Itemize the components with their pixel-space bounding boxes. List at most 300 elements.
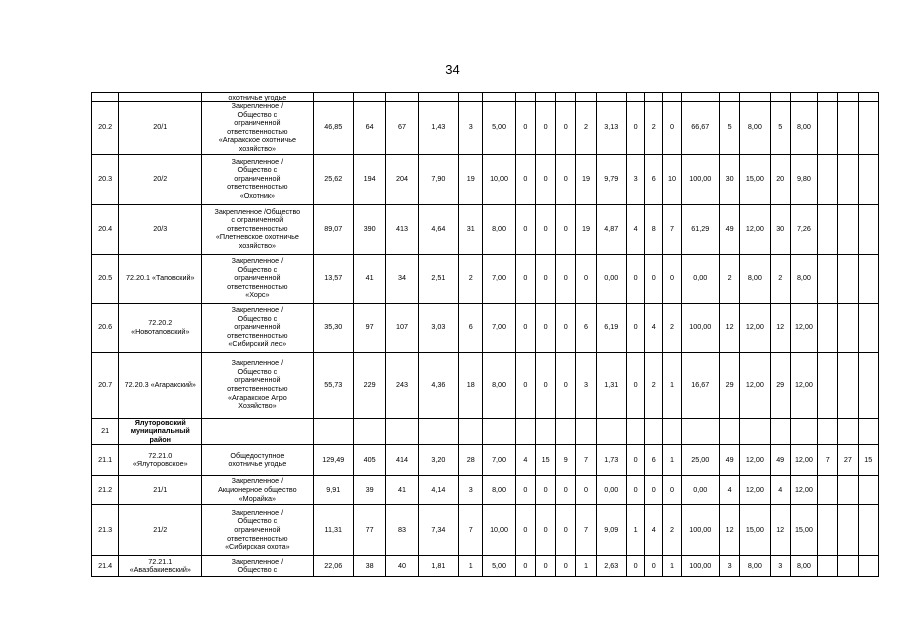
category-cell bbox=[202, 352, 313, 418]
table-cell: 0 bbox=[515, 254, 535, 303]
table-cell: 0 bbox=[515, 505, 535, 556]
table-cell: 67 bbox=[386, 102, 418, 155]
category-line: ответственностью bbox=[227, 330, 288, 340]
table-cell: 0,00 bbox=[681, 254, 719, 303]
table-cell: 3 bbox=[576, 352, 596, 418]
table-cell bbox=[790, 418, 817, 445]
table-cell: 30 bbox=[770, 204, 790, 254]
table-row-fragment bbox=[92, 93, 879, 102]
table-cell: 3,20 bbox=[418, 445, 458, 476]
table-cell: 15 bbox=[858, 445, 878, 476]
table-cell: 0 bbox=[535, 254, 555, 303]
table-cell bbox=[770, 418, 790, 445]
category-line: хозяйство» bbox=[238, 143, 276, 153]
table-cell: 4 bbox=[770, 476, 790, 505]
table-cell: 30 bbox=[720, 154, 740, 204]
category-line: Общество с bbox=[237, 264, 278, 274]
table-cell bbox=[535, 418, 555, 445]
category-line: Закрепленное / bbox=[231, 256, 284, 266]
table-cell: 0 bbox=[515, 556, 535, 577]
table-cell bbox=[353, 418, 385, 445]
table-cell: 21.3 bbox=[92, 505, 119, 556]
category-line: хозяйство» bbox=[238, 240, 276, 250]
table-cell: 20/2 bbox=[119, 154, 202, 204]
table-cell: 8,00 bbox=[483, 476, 515, 505]
table-row bbox=[92, 418, 879, 445]
table-cell bbox=[858, 352, 878, 418]
table-cell: 16,67 bbox=[681, 352, 719, 418]
table-cell: 0 bbox=[556, 352, 576, 418]
table-cell: 0 bbox=[626, 476, 644, 505]
table-cell: 15 bbox=[535, 445, 555, 476]
table-cell bbox=[770, 93, 790, 102]
table-cell bbox=[838, 303, 858, 352]
table-cell: 3,13 bbox=[596, 102, 626, 155]
table-cell: 6 bbox=[576, 303, 596, 352]
table-body bbox=[92, 93, 879, 577]
table-cell: 7,00 bbox=[483, 254, 515, 303]
table-cell: 2 bbox=[576, 102, 596, 155]
category-line: ограниченной bbox=[234, 322, 281, 332]
table-cell: 2 bbox=[663, 505, 681, 556]
table-cell: 64 bbox=[353, 102, 385, 155]
category-line: Закрепленное / bbox=[231, 507, 284, 517]
table-cell: 0 bbox=[556, 254, 576, 303]
table-cell: 28 bbox=[459, 445, 483, 476]
table-cell: 5 bbox=[770, 102, 790, 155]
table-cell bbox=[596, 418, 626, 445]
table-cell bbox=[596, 93, 626, 102]
category-line: охотничье угодье bbox=[228, 459, 287, 469]
category-line: Закрепленное / bbox=[231, 556, 284, 566]
table-cell: 22,06 bbox=[313, 556, 353, 577]
table-cell: 0 bbox=[535, 505, 555, 556]
table-row bbox=[92, 303, 879, 352]
table-cell: 0 bbox=[663, 476, 681, 505]
table-cell bbox=[858, 418, 878, 445]
table-cell bbox=[838, 476, 858, 505]
table-cell: 49 bbox=[770, 445, 790, 476]
table-cell: 11,31 bbox=[313, 505, 353, 556]
category-line: Общество с bbox=[237, 313, 278, 323]
table-cell: 46,85 bbox=[313, 102, 353, 155]
table-cell: 0 bbox=[626, 556, 644, 577]
table-row bbox=[92, 476, 879, 505]
table-cell: 0,00 bbox=[681, 476, 719, 505]
table-cell: 72.20.1 «Таповский» bbox=[119, 254, 202, 303]
table-cell: 414 bbox=[386, 445, 418, 476]
table-cell bbox=[818, 204, 838, 254]
category-line: Закрепленное / bbox=[231, 476, 284, 486]
table-cell: 0 bbox=[515, 102, 535, 155]
table-cell: 21.2 bbox=[92, 476, 119, 505]
table-cell: 0 bbox=[535, 102, 555, 155]
table-cell: 0 bbox=[626, 303, 644, 352]
table-cell: 1 bbox=[663, 556, 681, 577]
table-cell: 229 bbox=[353, 352, 385, 418]
table-cell: 35,30 bbox=[313, 303, 353, 352]
table-cell: 2,51 bbox=[418, 254, 458, 303]
table-cell: 12,00 bbox=[740, 204, 770, 254]
table-cell: 2 bbox=[459, 254, 483, 303]
table-cell: 8 bbox=[645, 204, 663, 254]
category-line: ограниченной bbox=[234, 273, 281, 283]
table-cell bbox=[858, 102, 878, 155]
table-cell: 40 bbox=[386, 556, 418, 577]
table-row bbox=[92, 102, 879, 155]
table-cell bbox=[681, 93, 719, 102]
table-cell: 7 bbox=[459, 505, 483, 556]
table-cell bbox=[818, 556, 838, 577]
table-cell: 4,36 bbox=[418, 352, 458, 418]
table-cell: 0 bbox=[556, 505, 576, 556]
table-cell: 49 bbox=[720, 445, 740, 476]
table-cell bbox=[818, 254, 838, 303]
table-cell: 55,73 bbox=[313, 352, 353, 418]
table-cell: 27 bbox=[838, 445, 858, 476]
category-line: ограниченной bbox=[234, 375, 281, 385]
table-cell: 4,87 bbox=[596, 204, 626, 254]
category-cell bbox=[202, 254, 313, 303]
table-cell bbox=[858, 154, 878, 204]
table-cell bbox=[838, 505, 858, 556]
table-cell: 390 bbox=[353, 204, 385, 254]
table-cell bbox=[663, 93, 681, 102]
category-line: ответственностью bbox=[227, 223, 288, 233]
table-cell: 8,00 bbox=[740, 102, 770, 155]
table-cell: 7,26 bbox=[790, 204, 817, 254]
table-cell bbox=[858, 556, 878, 577]
table-cell: 3 bbox=[626, 154, 644, 204]
table-cell: 2 bbox=[663, 303, 681, 352]
table-cell: 18 bbox=[459, 352, 483, 418]
table-cell: 0 bbox=[515, 154, 535, 204]
table-cell bbox=[92, 93, 119, 102]
category-line: ответственностью bbox=[227, 182, 288, 192]
table-cell bbox=[556, 93, 576, 102]
table-cell: 0,00 bbox=[596, 476, 626, 505]
table-cell: 0 bbox=[556, 204, 576, 254]
category-cell bbox=[202, 556, 313, 577]
table-cell: 1,43 bbox=[418, 102, 458, 155]
table-cell: 97 bbox=[353, 303, 385, 352]
table-cell bbox=[386, 93, 418, 102]
table-cell: 21/1 bbox=[119, 476, 202, 505]
table-cell: 8,00 bbox=[483, 204, 515, 254]
category-cell bbox=[202, 476, 313, 505]
table-cell: 3 bbox=[720, 556, 740, 577]
category-line: «Агаракское охотничье bbox=[218, 135, 297, 145]
table-cell: 2 bbox=[720, 254, 740, 303]
table-cell: охотничье угодье bbox=[202, 93, 313, 102]
table-cell: 1 bbox=[459, 556, 483, 577]
data-table bbox=[91, 92, 879, 577]
category-cell bbox=[202, 505, 313, 556]
table-cell: 20 bbox=[770, 154, 790, 204]
table-cell: 0 bbox=[626, 352, 644, 418]
category-cell bbox=[202, 445, 313, 476]
table-cell: 9,91 bbox=[313, 476, 353, 505]
table-cell: 7,00 bbox=[483, 303, 515, 352]
category-line: Общедоступное bbox=[230, 450, 285, 460]
category-cell bbox=[202, 102, 313, 155]
table-cell bbox=[858, 254, 878, 303]
table-cell: 72.21.0 «Ялуторовское» bbox=[119, 445, 202, 476]
table-cell: 8,00 bbox=[740, 254, 770, 303]
table-cell: 38 bbox=[353, 556, 385, 577]
table-cell: 7 bbox=[576, 505, 596, 556]
category-line: с ограниченной bbox=[231, 215, 284, 225]
category-line: Хозяйство» bbox=[238, 401, 277, 411]
table-cell: 21.1 bbox=[92, 445, 119, 476]
category-line: Закрепленное /Общество bbox=[214, 206, 301, 216]
table-cell: 100,00 bbox=[681, 556, 719, 577]
table-cell: 13,57 bbox=[313, 254, 353, 303]
table-cell: 4 bbox=[720, 476, 740, 505]
table-cell: 21/2 bbox=[119, 505, 202, 556]
table-cell bbox=[858, 476, 878, 505]
category-line: Закрепленное / bbox=[231, 305, 284, 315]
table-cell: 0 bbox=[556, 303, 576, 352]
category-line: ответственностью bbox=[227, 384, 288, 394]
table-cell bbox=[858, 204, 878, 254]
table-cell: 100,00 bbox=[681, 154, 719, 204]
table-cell: 0 bbox=[515, 204, 535, 254]
table-cell: Ялуторовский муниципальный район bbox=[119, 418, 202, 445]
table-cell: 2 bbox=[645, 352, 663, 418]
table-cell: 72.20.2 «Новотаповский» bbox=[119, 303, 202, 352]
table-cell: 12,00 bbox=[740, 352, 770, 418]
table-cell: 4,14 bbox=[418, 476, 458, 505]
table-cell bbox=[483, 93, 515, 102]
table-cell bbox=[838, 352, 858, 418]
table-cell bbox=[515, 93, 535, 102]
table-cell: 34 bbox=[386, 254, 418, 303]
table-cell: 7,90 bbox=[418, 154, 458, 204]
table-cell: 129,49 bbox=[313, 445, 353, 476]
table-cell bbox=[838, 418, 858, 445]
table-cell bbox=[838, 556, 858, 577]
table-cell bbox=[576, 418, 596, 445]
table-row bbox=[92, 352, 879, 418]
table-cell: 39 bbox=[353, 476, 385, 505]
category-line: «Охотник» bbox=[239, 190, 275, 200]
table-cell bbox=[418, 418, 458, 445]
category-line: «Сибирский лес» bbox=[228, 339, 287, 349]
category-line: «Плетневское охотничье bbox=[215, 232, 299, 242]
table-cell: 20.4 bbox=[92, 204, 119, 254]
table-cell: 61,29 bbox=[681, 204, 719, 254]
category-line: ограниченной bbox=[234, 173, 281, 183]
table-cell bbox=[386, 418, 418, 445]
table-cell: 4 bbox=[645, 505, 663, 556]
table-row bbox=[92, 556, 879, 577]
table-cell: 6 bbox=[645, 154, 663, 204]
table-cell bbox=[119, 93, 202, 102]
category-line: Общество с bbox=[237, 565, 278, 575]
category-line: «Сибирская охота» bbox=[225, 542, 290, 552]
table-cell bbox=[483, 418, 515, 445]
table-cell: 41 bbox=[353, 254, 385, 303]
table-cell bbox=[681, 418, 719, 445]
table-cell: 1 bbox=[576, 556, 596, 577]
table-cell: 7,34 bbox=[418, 505, 458, 556]
table-cell: 413 bbox=[386, 204, 418, 254]
table-cell: 3 bbox=[770, 556, 790, 577]
table-cell: 100,00 bbox=[681, 505, 719, 556]
category-line: Закрепленное / bbox=[231, 358, 284, 368]
table-cell: 0 bbox=[645, 556, 663, 577]
table-cell bbox=[576, 93, 596, 102]
table-cell: 8,00 bbox=[740, 556, 770, 577]
table-cell: 8,00 bbox=[483, 352, 515, 418]
table-cell: 29 bbox=[720, 352, 740, 418]
table-cell: 12,00 bbox=[790, 445, 817, 476]
table-cell: 0 bbox=[626, 254, 644, 303]
table-cell: 89,07 bbox=[313, 204, 353, 254]
table-cell: 9,09 bbox=[596, 505, 626, 556]
table-cell: 20/1 bbox=[119, 102, 202, 155]
table-cell: 10,00 bbox=[483, 505, 515, 556]
table-cell: 5,00 bbox=[483, 102, 515, 155]
table-cell: 20.6 bbox=[92, 303, 119, 352]
table-cell: 0 bbox=[515, 352, 535, 418]
table-cell bbox=[313, 418, 353, 445]
table-cell bbox=[838, 204, 858, 254]
category-line: «Агаракское Агро bbox=[228, 392, 287, 402]
table-cell: 3 bbox=[459, 476, 483, 505]
table-row bbox=[92, 204, 879, 254]
table-cell: 3 bbox=[459, 102, 483, 155]
table-cell bbox=[418, 93, 458, 102]
table-cell: 12,00 bbox=[740, 303, 770, 352]
table-cell bbox=[858, 303, 878, 352]
table-cell bbox=[645, 418, 663, 445]
page-number: 34 bbox=[445, 62, 460, 77]
table-cell: 29 bbox=[770, 352, 790, 418]
table-cell: 20.5 bbox=[92, 254, 119, 303]
table-cell: 41 bbox=[386, 476, 418, 505]
table-cell: 0 bbox=[576, 476, 596, 505]
table-cell bbox=[818, 303, 838, 352]
table-cell bbox=[626, 418, 644, 445]
table-cell: 4 bbox=[645, 303, 663, 352]
table-cell: 0 bbox=[645, 254, 663, 303]
table-cell: 6 bbox=[645, 445, 663, 476]
table-cell bbox=[818, 352, 838, 418]
table-cell: 15,00 bbox=[740, 154, 770, 204]
table-cell: 0 bbox=[626, 102, 644, 155]
table-cell bbox=[535, 93, 555, 102]
table-cell: 15,00 bbox=[790, 505, 817, 556]
table-cell bbox=[858, 93, 878, 102]
category-line: ограниченной bbox=[234, 118, 281, 128]
table-cell: 405 bbox=[353, 445, 385, 476]
table-cell bbox=[858, 505, 878, 556]
table-cell bbox=[838, 254, 858, 303]
table-cell bbox=[556, 418, 576, 445]
category-line: Общество с bbox=[237, 366, 278, 376]
table-row bbox=[92, 254, 879, 303]
table-cell: 12 bbox=[770, 303, 790, 352]
category-line: ответственностью bbox=[227, 533, 288, 543]
table-cell: 12 bbox=[720, 505, 740, 556]
table-cell bbox=[818, 102, 838, 155]
table-cell: 12 bbox=[770, 505, 790, 556]
category-cell bbox=[202, 154, 313, 204]
table-cell: 6 bbox=[459, 303, 483, 352]
table-cell: 0,00 bbox=[596, 254, 626, 303]
table-cell: 0 bbox=[645, 476, 663, 505]
table-cell bbox=[740, 418, 770, 445]
table-cell: 19 bbox=[576, 154, 596, 204]
table-cell: 25,62 bbox=[313, 154, 353, 204]
table-cell bbox=[720, 418, 740, 445]
table-cell: 243 bbox=[386, 352, 418, 418]
table-cell: 0 bbox=[576, 254, 596, 303]
table-cell: 4 bbox=[626, 204, 644, 254]
table-cell: 9,79 bbox=[596, 154, 626, 204]
table-row bbox=[92, 154, 879, 204]
table-cell: 0 bbox=[663, 254, 681, 303]
table-cell: 8,00 bbox=[790, 556, 817, 577]
table-cell: 1,31 bbox=[596, 352, 626, 418]
table-cell: 12,00 bbox=[740, 445, 770, 476]
table-cell: 7,00 bbox=[483, 445, 515, 476]
table-cell bbox=[838, 154, 858, 204]
category-line: Общество с bbox=[237, 516, 278, 526]
table-cell bbox=[818, 418, 838, 445]
table-cell: 77 bbox=[353, 505, 385, 556]
table-row bbox=[92, 505, 879, 556]
category-line: Акционерное общество bbox=[218, 485, 297, 495]
table-cell: 12,00 bbox=[790, 476, 817, 505]
table-cell: 1 bbox=[663, 352, 681, 418]
category-line: «Морайка» bbox=[238, 493, 277, 503]
table-cell: 15,00 bbox=[740, 505, 770, 556]
table-cell: 0 bbox=[556, 556, 576, 577]
table-cell: 204 bbox=[386, 154, 418, 204]
category-line: Общество с bbox=[237, 165, 278, 175]
table-cell: 7 bbox=[818, 445, 838, 476]
category-line: ответственностью bbox=[227, 281, 288, 291]
table-cell bbox=[353, 93, 385, 102]
table-cell: 25,00 bbox=[681, 445, 719, 476]
table-cell: 72.21.1 «Авазбакиевский» bbox=[119, 556, 202, 577]
table-cell: 4,64 bbox=[418, 204, 458, 254]
table-cell: 10,00 bbox=[483, 154, 515, 204]
table-cell: 2,63 bbox=[596, 556, 626, 577]
table-cell bbox=[838, 102, 858, 155]
category-line: «Хорс» bbox=[245, 290, 270, 300]
table-cell bbox=[740, 93, 770, 102]
table-cell: 20.7 bbox=[92, 352, 119, 418]
table-cell: 2 bbox=[645, 102, 663, 155]
category-line: Общество с bbox=[237, 109, 278, 119]
table-cell: 20.2 bbox=[92, 102, 119, 155]
category-line: Закрепленное / bbox=[231, 156, 284, 166]
table-cell: 0 bbox=[515, 476, 535, 505]
table-cell: 20.3 bbox=[92, 154, 119, 204]
table-cell: 0 bbox=[556, 476, 576, 505]
table-cell: 12,00 bbox=[790, 303, 817, 352]
table-cell: 4 bbox=[515, 445, 535, 476]
table-cell: 7 bbox=[576, 445, 596, 476]
category-line: ответственностью bbox=[227, 126, 288, 136]
table-cell: 9,80 bbox=[790, 154, 817, 204]
table-cell: 12,00 bbox=[740, 476, 770, 505]
table-cell: 107 bbox=[386, 303, 418, 352]
